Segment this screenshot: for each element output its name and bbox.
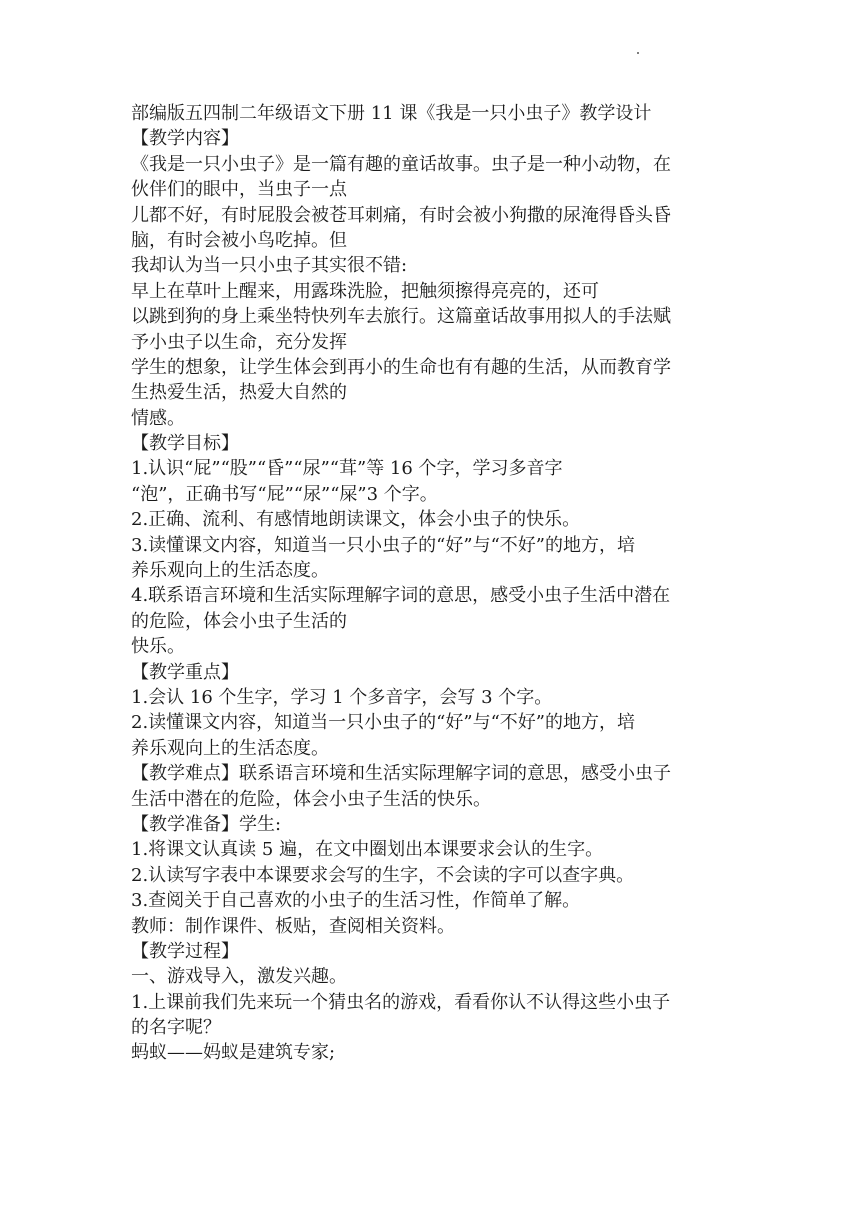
text-line: 以跳到狗的身上乘坐特快列车去旅行。这篇童话故事用拟人的手法赋 <box>131 306 671 328</box>
text-line: 予小虫子以生命，充分发挥 <box>131 331 347 353</box>
doc-title: 部编版五四制二年级语文下册 11 课《我是一只小虫子》教学设计 <box>131 103 652 124</box>
text-line: 2.读懂课文内容，知道当一只小虫子的“好”与“不好”的地方，培 <box>131 712 635 734</box>
text-line: 情感。 <box>131 407 185 429</box>
text-line: 脑，有时会被小鸟吃掉。但 <box>131 229 347 251</box>
text-line: 养乐观向上的生活态度。 <box>131 737 329 759</box>
text-line: “泡”，正确书写“屁”“尿”“屎”3 个字。 <box>131 483 438 505</box>
text-line: 的名字呢？ <box>131 1017 221 1039</box>
text-line: 教师：制作课件、板贴，查阅相关资料。 <box>131 915 455 937</box>
text-line: 生活中潜在的危险，体会小虫子生活的快乐。 <box>131 788 491 810</box>
text-line: 学生的想象，让学生体会到再小的生命也有有趣的生活，从而教育学 <box>131 356 671 378</box>
text-line: 4.联系语言环境和生活实际理解字词的意思，感受小虫子生活中潜在 <box>131 585 671 607</box>
text-line: 3.查阅关于自己喜欢的小虫子的生活习性，作简单了解。 <box>131 890 581 912</box>
text-line: 1.认识“屁”“股”“昏”“尿”“茸”等 16 个字，学习多音字 <box>131 458 563 480</box>
text-line: 3.读懂课文内容，知道当一只小虫子的“好”与“不好”的地方，培 <box>131 534 635 556</box>
text-line: 1.上课前我们先来玩一个猜虫名的游戏，看看你认不认得这些小虫子 <box>131 991 671 1013</box>
header-dot-mark <box>637 52 639 54</box>
text-line: 蚂蚁——妈蚁是建筑专家; <box>131 1042 336 1064</box>
document-body <box>131 101 731 1066</box>
text-line: 养乐观向上的生活态度。 <box>131 560 329 582</box>
text-line: 伙伴们的眼中，当虫子一点 <box>131 179 347 201</box>
section-heading-goals: 【教学目标】 <box>131 433 239 455</box>
section-heading-process: 【教学过程】 <box>131 940 239 962</box>
text-line: 1.将课文认真读 5 遍，在文中圈划出本课要求会认的生字。 <box>131 839 604 861</box>
text-line: 1.会认 16 个生字，学习 1 个多音字，会写 3 个字。 <box>131 686 553 708</box>
text-line: 2.认读写字表中本课要求会写的生字，不会读的字可以查字典。 <box>131 864 635 886</box>
text-line: 儿都不好，有时屁股会被苍耳刺痛，有时会被小狗撒的尿淹得昏头昏 <box>131 204 671 226</box>
section-heading-preparation: 【教学准备】学生: <box>131 813 282 835</box>
text-line: 一、游戏导入，激发兴趣。 <box>131 966 347 988</box>
text-line: 的危险，体会小虫子生活的 <box>131 610 347 632</box>
section-heading-content: 【教学内容】 <box>131 128 239 150</box>
text-line: 2.正确、流利、有感情地朗读课文，体会小虫子的快乐。 <box>131 509 581 531</box>
section-heading-key-points: 【教学重点】 <box>131 661 239 683</box>
text-line: 《我是一只小虫子》是一篇有趣的童话故事。虫子是一种小动物，在 <box>131 153 671 175</box>
text-line: 生热爱生活，热爱大自然的 <box>131 382 347 404</box>
text-line: 快乐。 <box>131 636 185 658</box>
text-line: 早上在草叶上醒来，用露珠洗脸，把触须擦得亮亮的，还可 <box>131 280 599 302</box>
text-line: 我却认为当一只小虫子其实很不错: <box>131 255 408 277</box>
section-heading-difficulties: 【教学难点】联系语言环境和生活实际理解字词的意思，感受小虫子 <box>131 763 671 785</box>
